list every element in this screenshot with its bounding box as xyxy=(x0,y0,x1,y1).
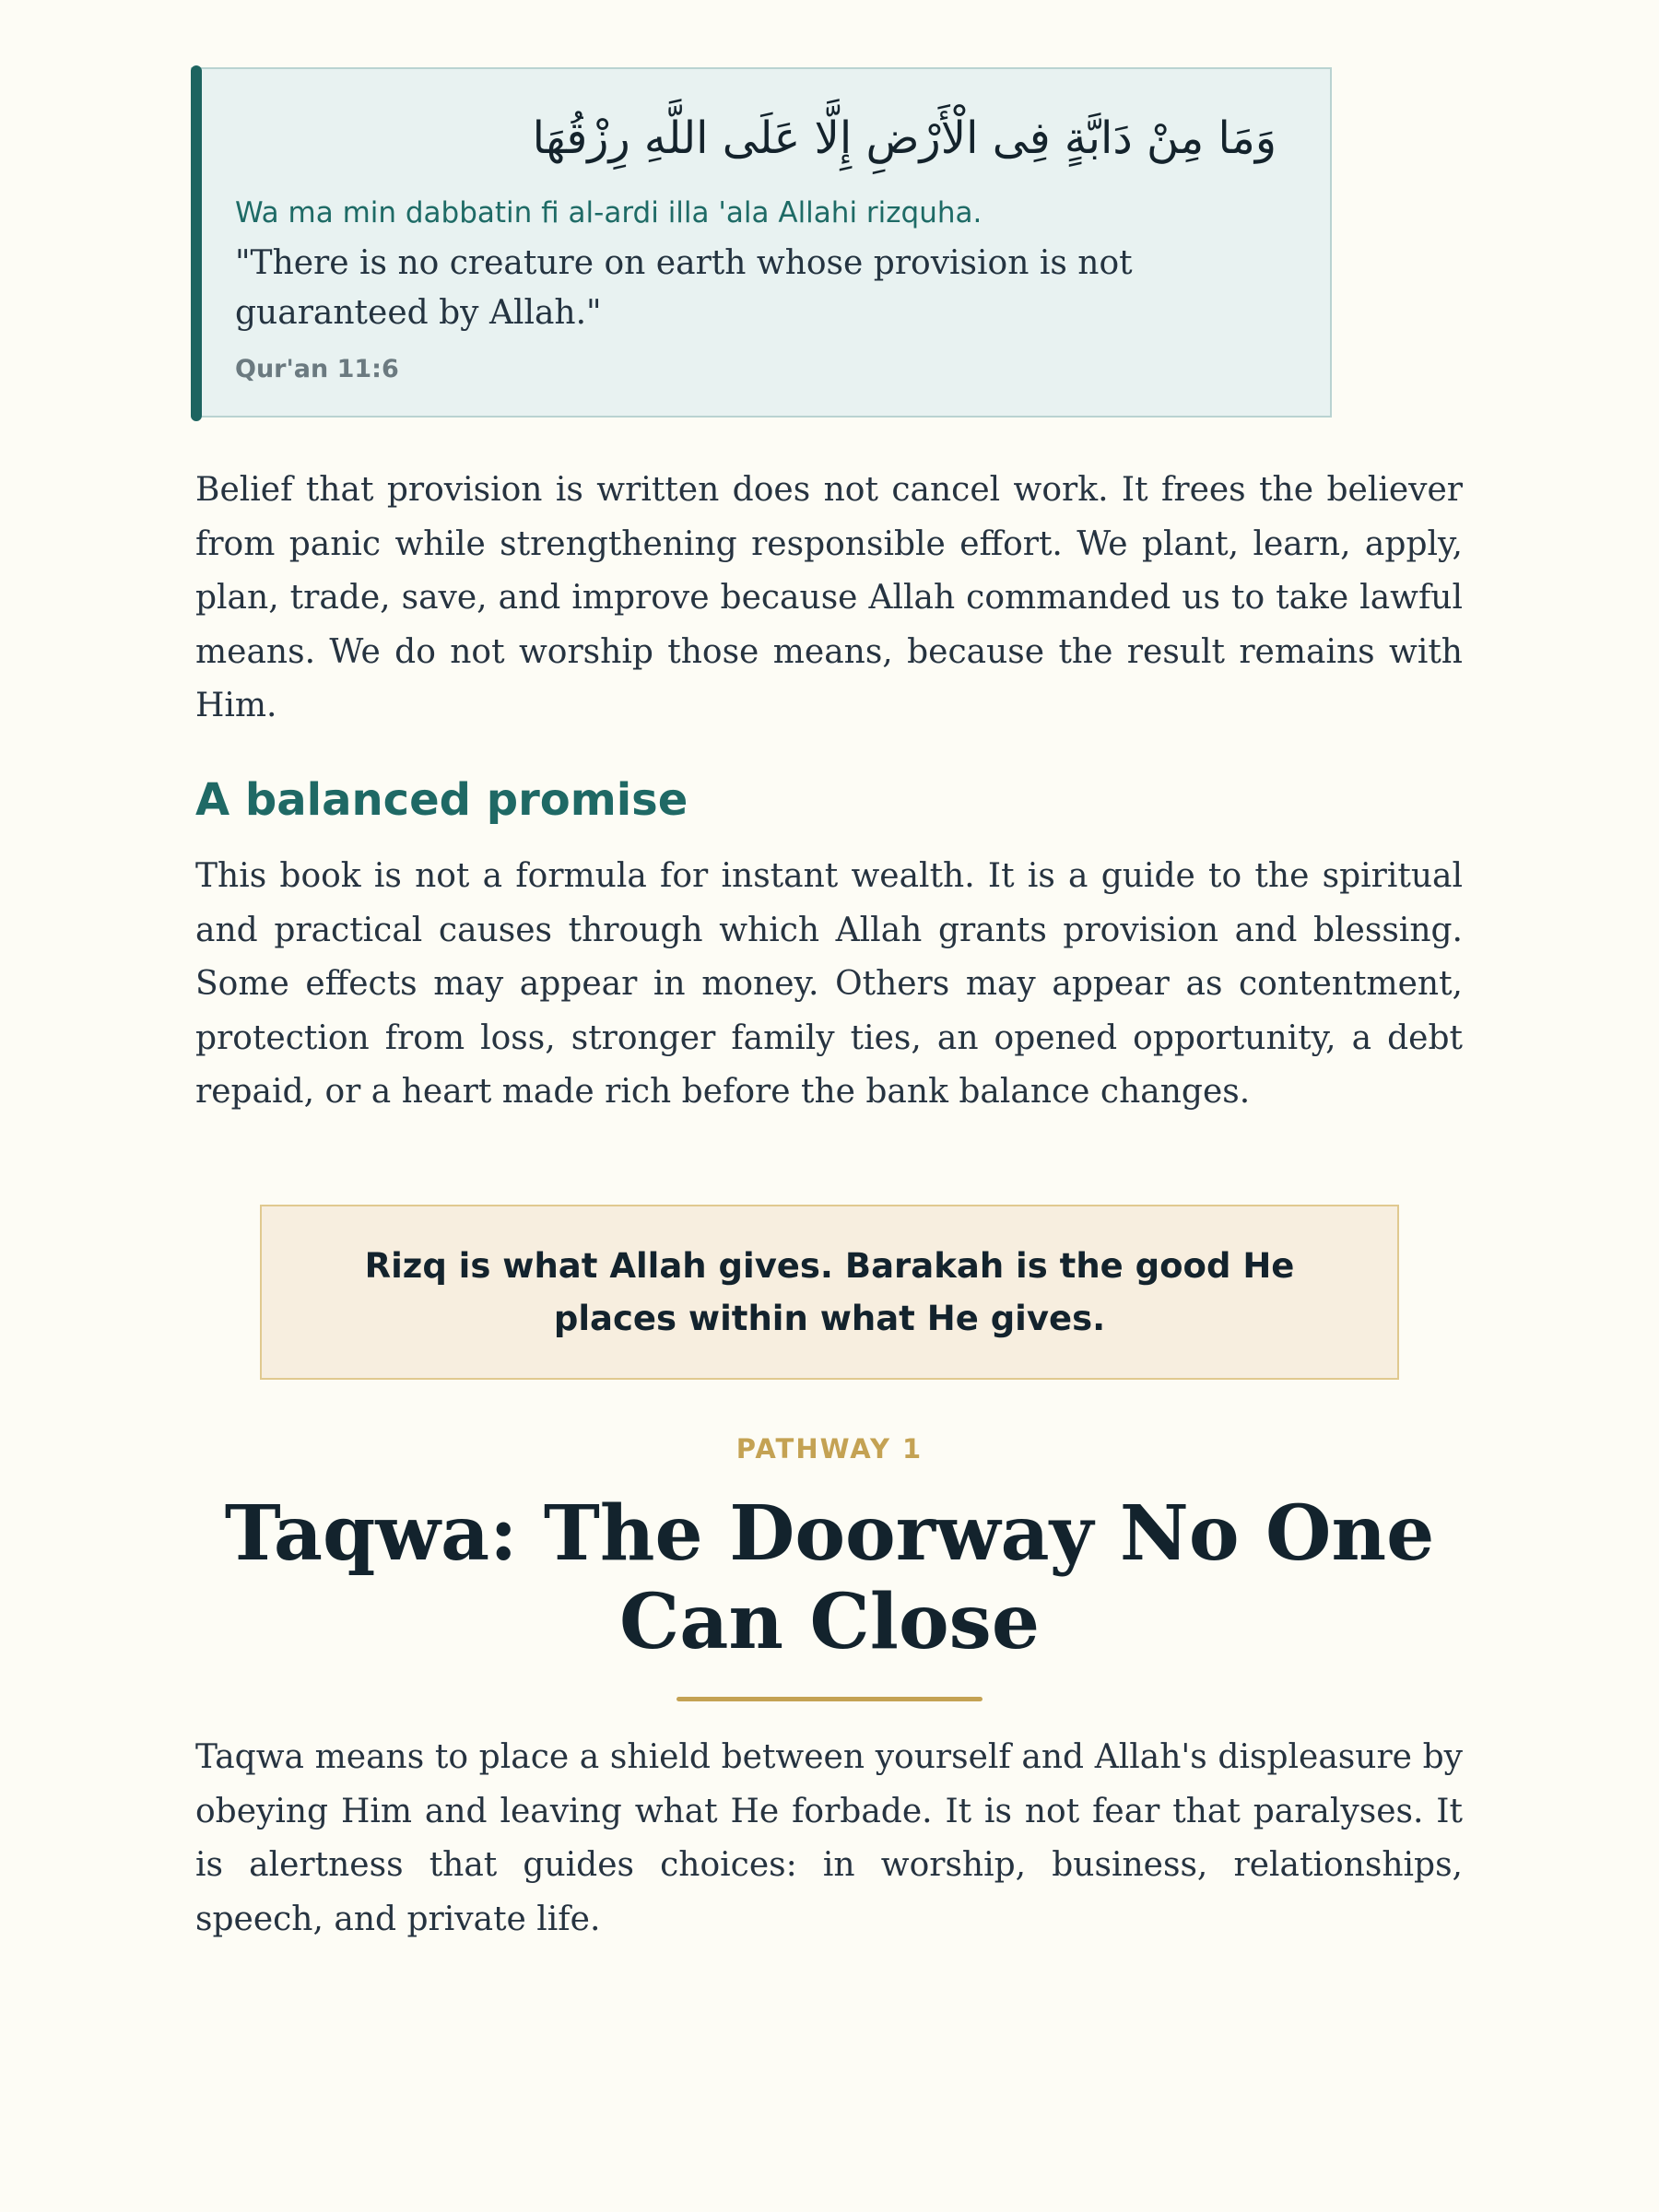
verse-arabic-text: وَمَا مِنْ دَابَّةٍ فِى الْأَرْضِ إِلَّا عَلَى اللَّهِ رِزْقُهَا xyxy=(532,112,1277,164)
verse-box xyxy=(191,67,1332,418)
callout-box xyxy=(260,1205,1399,1380)
verse-transliteration: Wa ma min dabbatin fi al-ardi illa 'ala Allahi rizquha. xyxy=(235,196,982,229)
verse-reference: Qur'an 11:6 xyxy=(235,355,399,383)
callout-text: Rizq is what Allah gives. Barakah is the good He places within what He gives. xyxy=(364,1246,1295,1338)
verse-accent-bar xyxy=(191,65,202,421)
chapter-title: Taqwa: The Doorway No One Can Close xyxy=(224,1489,1435,1666)
verse-translation: "There is no creature on earth whose provision is not guaranteed by Allah." xyxy=(235,244,1133,332)
body-paragraph-balanced-promise: This book is not a formula for instant wealth. It is a guide to the spiritual and practical causes through which Allah grants provision and blessing. Some effects may appear in money. Others may appear as contentment, protection from loss, stronger family ties, an opened opportunity, a debt repaid, or a heart made rich before the bank balance changes. xyxy=(195,857,1463,1112)
body-paragraph-provision: Belief that provision is written does not cancel work. It frees the believer from panic while strengthening responsible effort. We plant, learn, apply, plan, trade, save, and improve because Allah commanded us to take lawful means. We do not worship those means, because the result remains with Him. xyxy=(195,471,1463,725)
chapter-kicker: PATHWAY 1 xyxy=(735,1433,924,1465)
body-paragraph-taqwa: Taqwa means to place a shield between yourself and Allah's displeasure by obeying Him and leaving what He forbade. It is not fear that paralyses. It is alertness that guides choices: in worship, business, relationships, speech, and private life. xyxy=(195,1738,1463,1938)
title-divider xyxy=(677,1697,982,1701)
section-heading: A balanced promise xyxy=(195,774,688,826)
